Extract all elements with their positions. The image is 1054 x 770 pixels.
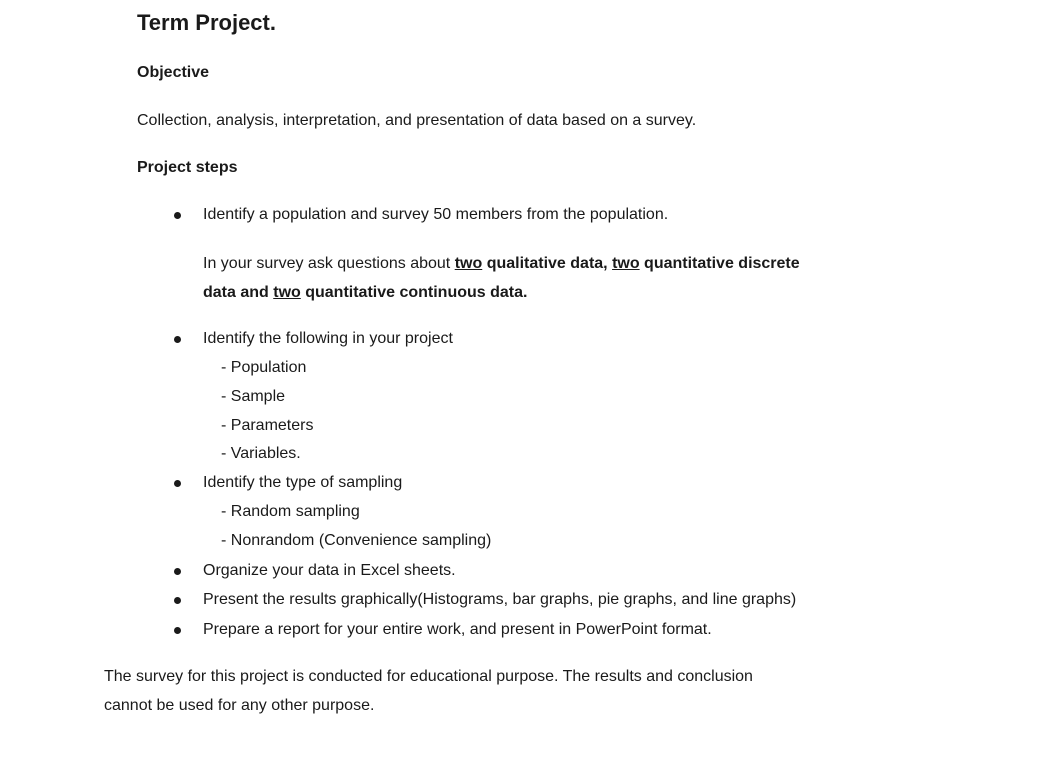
detail-intro: In your survey ask questions about <box>203 255 455 272</box>
footer-line-2: cannot be used for any other purpose. <box>104 697 375 714</box>
objective-heading: Objective <box>137 64 210 81</box>
detail-two-1: two <box>454 255 483 272</box>
step-3-item: - Nonrandom (Convenience sampling) <box>221 532 492 549</box>
detail-part-1: qualitative data, <box>482 255 613 272</box>
step-1-detail-line-2 <box>203 284 527 302</box>
step-3-text: Identify the type of sampling <box>203 474 403 491</box>
step-3-item: - Random sampling <box>221 503 360 520</box>
detail-two-2: two <box>612 255 640 272</box>
detail-two-3: two <box>273 284 301 301</box>
objective-text: Collection, analysis, interpretation, and presentation of data based on a survey. <box>137 112 697 129</box>
step-2-item: - Parameters <box>221 417 314 434</box>
step-2-text: Identify the following in your project <box>203 330 453 347</box>
step-1-text: Identify a population and survey 50 members from the population. <box>203 206 669 223</box>
step-2-item: - Population <box>221 359 307 376</box>
detail-line2-b: quantitative continuous data. <box>300 284 528 301</box>
bullet-icon <box>174 212 181 219</box>
detail-line2-a: data and <box>203 284 274 301</box>
step-5-text: Present the results graphically(Histograms, bar graphs, pie graphs, and line graphs) <box>203 591 797 608</box>
bullet-icon <box>174 597 181 604</box>
step-4-text: Organize your data in Excel sheets. <box>203 562 456 579</box>
step-2-item: - Sample <box>221 388 286 405</box>
bullet-icon <box>174 627 181 634</box>
bullet-icon <box>174 568 181 575</box>
footer-line-1: The survey for this project is conducted for educational purpose. The results and conclusion <box>104 668 753 685</box>
page-title: Term Project. <box>137 10 276 35</box>
step-6-text: Prepare a report for your entire work, and present in PowerPoint format. <box>203 621 712 638</box>
detail-part-2: quantitative discrete <box>639 255 800 272</box>
steps-heading: Project steps <box>137 159 238 176</box>
step-1-detail-line-1 <box>203 255 800 273</box>
bullet-icon <box>174 480 181 487</box>
step-2-item: - Variables. <box>221 445 301 462</box>
bullet-icon <box>174 336 181 343</box>
